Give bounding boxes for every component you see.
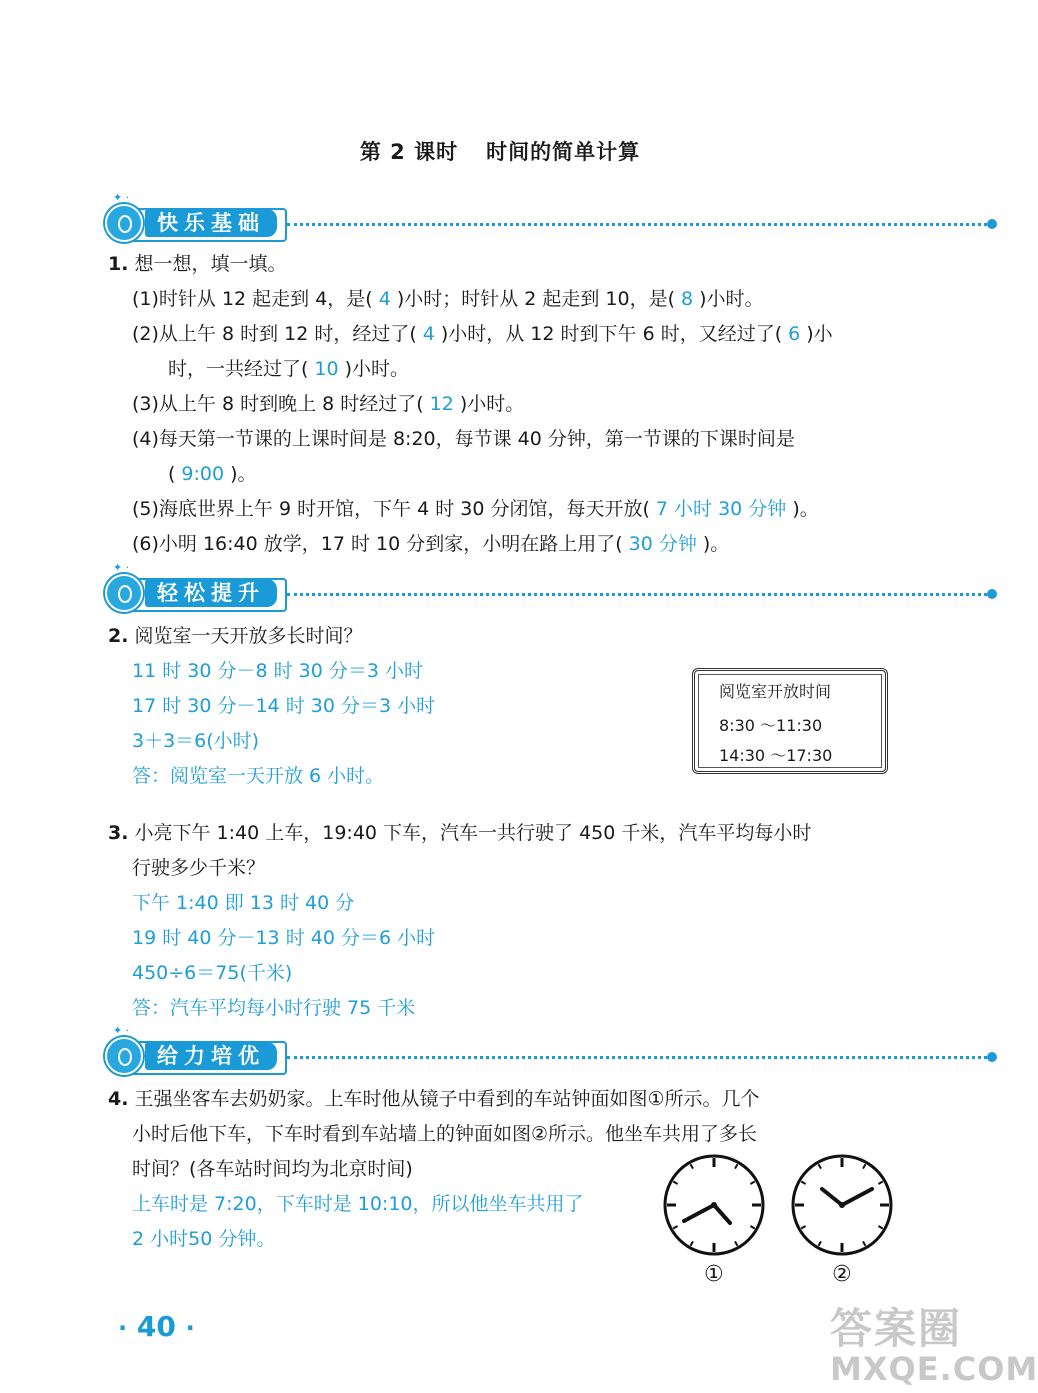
section-label: 快乐基础: [145, 209, 277, 237]
answer: 30 分钟: [628, 533, 697, 555]
q3-answer-line: 19 时 40 分－13 时 40 分＝6 小时: [132, 927, 436, 949]
clock-2-label: ②: [832, 1262, 852, 1287]
question-4-cont: 时间？(各车站时间均为北京时间): [132, 1158, 413, 1180]
q1-item-1: (1)时针从 12 起走到 4，是( 4 )小时；时针从 2 起走到 10，是( 8 )小时。: [132, 288, 764, 310]
watermark-logo: 答案圈 MXQE.COM: [830, 1304, 1038, 1388]
q2-answer-line: 3＋3＝6(小时): [132, 730, 260, 752]
sparkle-icon: ✦ ·: [113, 561, 130, 574]
answer: 6: [788, 323, 801, 345]
sign-time-1: 8:30 ～11:30: [719, 716, 823, 735]
sparkle-icon: ✦ ·: [113, 191, 130, 204]
q1-item-6: (6)小明 16:40 放学，17 时 10 分到家，小明在路上用了( 30 分钟 )。: [132, 533, 730, 555]
wall-clock-icon: [790, 1153, 894, 1257]
question-4-cont: 小时后他下车，下车时看到车站墙上的钟面如图②所示。他坐车共用了多长: [132, 1123, 758, 1145]
clock-1-label: ①: [704, 1262, 724, 1287]
q1-item-5: (5)海底世界上午 9 时开馆，下午 4 时 30 分闭馆，每天开放( 7 小时 30 分钟 )。: [132, 498, 819, 520]
sign-time-2: 14:30 ～17:30: [719, 746, 833, 765]
q3-answer-line: 答：汽车平均每小时行驶 75 千米: [132, 997, 416, 1019]
sparkle-icon: ✦ ·: [113, 1024, 130, 1037]
mirror-clock-icon: [662, 1153, 766, 1257]
q1-item-2: (2)从上午 8 时到 12 时，经过了( 4 )小时，从 12 时到下午 6 时，又经过了( 6 )小: [132, 323, 833, 345]
answer: 12: [429, 393, 454, 415]
answer: 10: [314, 358, 339, 380]
question-3: 3. 小亮下午 1:40 上车，19:40 下车，汽车一共行驶了 450 千米，汽车平均每小时: [108, 822, 812, 844]
q2-answer-line: 17 时 30 分－14 时 30 分＝3 小时: [132, 695, 436, 717]
page-number: · 40 ·: [118, 1310, 195, 1343]
section-label: 给力培优: [145, 1042, 277, 1070]
q3-answer-line: 450÷6＝75(千米): [132, 962, 293, 984]
q4-answer-line: 2 小时50 分钟。: [132, 1228, 276, 1250]
sign-title: 阅览室开放时间: [719, 682, 832, 701]
q2-answer-line: 11 时 30 分－8 时 30 分＝3 小时: [132, 660, 423, 682]
question-3-cont: 行驶多少千米？: [132, 857, 266, 879]
q1-item-3: (3)从上午 8 时到晚上 8 时经过了( 12 )小时。: [132, 393, 525, 415]
q2-answer-line: 答：阅览室一天开放 6 小时。: [132, 765, 385, 787]
question-2: 2. 阅览室一天开放多长时间？: [108, 625, 363, 647]
answer: 4: [422, 323, 435, 345]
section-label: 轻松提升: [145, 579, 277, 607]
question-1: 1. 想一想，填一填。: [108, 253, 287, 275]
q1-item-2-cont: 时，一共经过了( 10 )小时。: [168, 358, 410, 380]
q4-answer-line: 上车时是 7:20，下车时是 10:10，所以他坐车共用了: [132, 1193, 584, 1215]
question-4: 4. 王强坐客车去奶奶家。上车时他从镜子中看到的车站钟面如图①所示。几个: [108, 1088, 760, 1110]
q1-item-4: (4)每天第一节课的上课时间是 8:20，每节课 40 分钟，第一节课的下课时间是: [132, 428, 795, 450]
bubble-icon: [105, 204, 143, 242]
answer: 4: [378, 288, 391, 310]
answer: 9:00: [181, 463, 225, 485]
opening-hours-sign: [692, 668, 888, 774]
q3-answer-line: 下午 1:40 即 13 时 40 分: [132, 892, 355, 914]
answer: 7 小时 30 分钟: [655, 498, 787, 520]
page-title: 第 2 课时 时间的简单计算: [359, 140, 641, 164]
answer: 8: [681, 288, 694, 310]
q1-item-4-cont: ( 9:00 )。: [168, 463, 257, 485]
bubble-icon: [105, 574, 143, 612]
bubble-icon: [105, 1037, 143, 1075]
